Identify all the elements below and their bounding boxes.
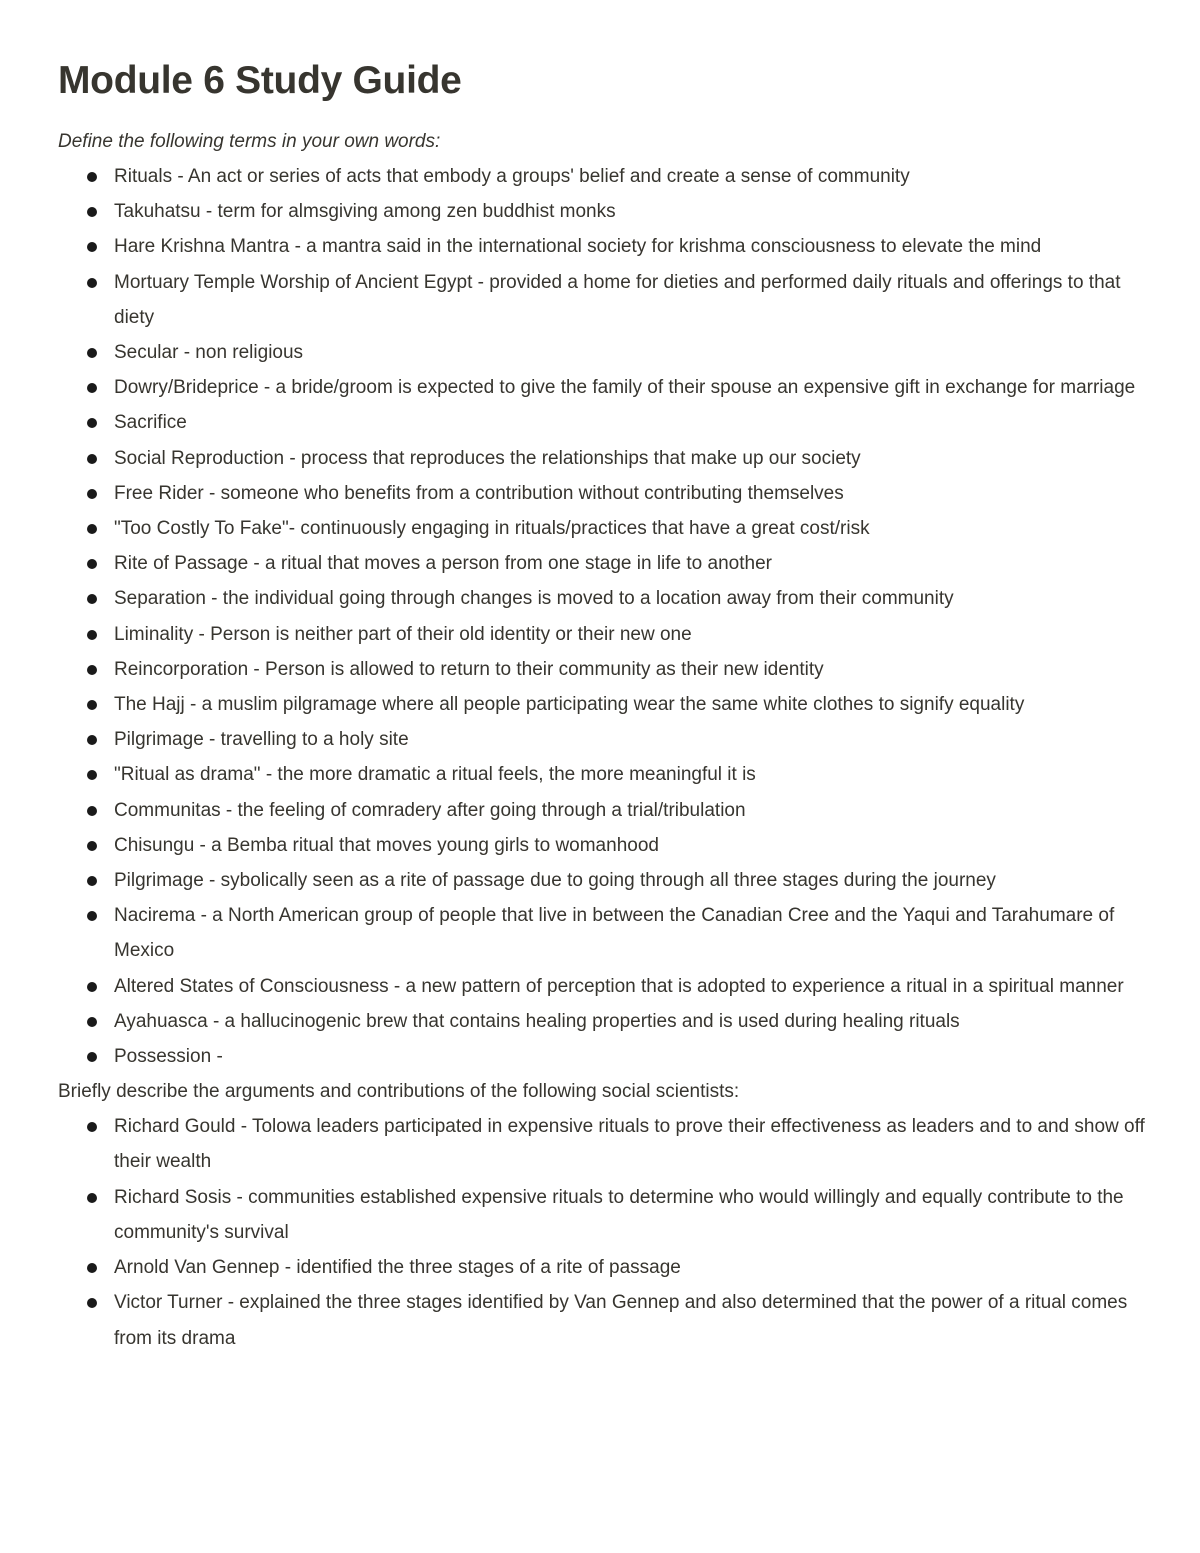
bullet-icon <box>87 876 97 886</box>
list-item-text: Possession - <box>114 1046 223 1068</box>
list-item <box>114 229 1148 264</box>
list-item <box>114 405 1148 440</box>
bullet-icon <box>87 770 97 780</box>
list-item <box>114 652 1148 687</box>
list-item-text: Secular - non religious <box>114 342 304 364</box>
list-item-text: Arnold Van Gennep - identified the three stages of a rite of passage <box>114 1257 681 1279</box>
list-item <box>114 511 1148 546</box>
terms-intro: Define the following terms in your own words: <box>58 131 441 152</box>
list-item-text: The Hajj - a muslim pilgramage where all people participating wear the same white clothes to signify equality <box>114 694 1025 716</box>
study-guide-page <box>58 56 1148 1356</box>
list-item-text: Pilgrimage - travelling to a holy site <box>114 729 409 751</box>
list-item-text: Reincorporation - Person is allowed to return to their community as their new identity <box>114 658 824 680</box>
list-item-text: Dowry/Brideprice - a bride/groom is expected to give the family of their spouse an expensive gift in exchange for marriage <box>114 377 1136 399</box>
list-item-text: "Ritual as drama" - the more dramatic a ritual feels, the more meaningful it is <box>114 764 756 786</box>
scientists-list <box>58 1109 1148 1355</box>
bullet-icon <box>87 841 97 851</box>
list-item <box>114 1250 1148 1285</box>
list-item <box>114 370 1148 405</box>
bullet-icon <box>87 278 97 288</box>
list-item <box>114 1039 1148 1074</box>
list-item <box>114 546 1148 581</box>
list-item-text: Rite of Passage - a ritual that moves a person from one stage in life to another <box>114 553 772 575</box>
bullet-icon <box>87 559 97 569</box>
list-item <box>114 1004 1148 1039</box>
list-item <box>114 476 1148 511</box>
list-item <box>114 335 1148 370</box>
list-item-text: Victor Turner - explained the three stages identified by Van Gennep and also determined that the power of a ritual comes from its drama <box>114 1292 1128 1349</box>
bullet-icon <box>87 242 97 252</box>
list-item <box>114 757 1148 792</box>
bullet-icon <box>87 1017 97 1027</box>
list-item <box>114 194 1148 229</box>
list-item-text: Social Reproduction - process that reproduces the relationships that make up our society <box>114 447 861 469</box>
list-item-text: Communitas - the feeling of comradery after going through a trial/tribulation <box>114 799 746 821</box>
bullet-icon <box>87 982 97 992</box>
bullet-icon <box>87 489 97 499</box>
list-item <box>114 265 1148 335</box>
bullet-icon <box>87 1193 97 1203</box>
bullet-icon <box>87 1052 97 1062</box>
bullet-icon <box>87 454 97 464</box>
list-item-text: Altered States of Consciousness - a new pattern of perception that is adopted to experience a ritual in a spiritual manner <box>114 975 1124 997</box>
list-item <box>114 828 1148 863</box>
list-item-text: Chisungu - a Bemba ritual that moves young girls to womanhood <box>114 834 659 856</box>
bullet-icon <box>87 630 97 640</box>
list-item <box>114 1109 1148 1179</box>
bullet-icon <box>87 207 97 217</box>
bullet-icon <box>87 806 97 816</box>
bullet-icon <box>87 1122 97 1132</box>
list-item <box>114 1285 1148 1355</box>
list-item-text: Takuhatsu - term for almsgiving among zen buddhist monks <box>114 201 616 223</box>
list-item <box>114 863 1148 898</box>
bullet-icon <box>87 700 97 710</box>
list-item <box>114 898 1148 968</box>
bullet-icon <box>87 665 97 675</box>
list-item-text: "Too Costly To Fake"- continuously engaging in rituals/practices that have a great cost/risk <box>114 518 870 540</box>
list-item <box>114 969 1148 1004</box>
list-item-text: Rituals - An act or series of acts that embody a groups' belief and create a sense of community <box>114 166 910 187</box>
list-item-text: Ayahuasca - a hallucinogenic brew that contains healing properties and is used during healing rituals <box>114 1010 960 1032</box>
bullet-icon <box>87 348 97 358</box>
terms-list <box>58 159 1148 1074</box>
list-item-text: Separation - the individual going through changes is moved to a location away from their community <box>114 588 954 610</box>
list-item-text: Free Rider - someone who benefits from a contribution without contributing themselves <box>114 482 844 504</box>
bullet-icon <box>87 1298 97 1308</box>
list-item <box>114 722 1148 757</box>
list-item <box>114 441 1148 476</box>
list-item-text: Richard Gould - Tolowa leaders participated in expensive rituals to prove their effectiveness as leaders and to and show off their wealth <box>114 1116 1145 1173</box>
list-item-text: Pilgrimage - sybolically seen as a rite of passage due to going through all three stages during the journey <box>114 870 996 892</box>
bullet-icon <box>87 172 97 182</box>
list-item <box>114 159 1148 194</box>
bullet-icon <box>87 383 97 393</box>
list-item <box>114 581 1148 616</box>
list-item <box>114 687 1148 722</box>
bullet-icon <box>87 911 97 921</box>
bullet-icon <box>87 735 97 745</box>
bullet-icon <box>87 524 97 534</box>
list-item-text: Liminality - Person is neither part of their old identity or their new one <box>114 623 692 645</box>
bullet-icon <box>87 418 97 428</box>
list-item-text: Nacirema - a North American group of people that live in between the Canadian Cree and the Yaqui and Tarahumare of Mexico <box>114 905 1115 962</box>
bullet-icon <box>87 1263 97 1273</box>
page-title: Module 6 Study Guide <box>58 59 462 102</box>
list-item <box>114 793 1148 828</box>
list-item <box>114 1180 1148 1250</box>
list-item-text: Sacrifice <box>114 412 187 434</box>
list-item-text: Richard Sosis - communities established expensive rituals to determine who would willingly and equally contribute to the community's survival <box>114 1186 1124 1243</box>
list-item-text: Mortuary Temple Worship of Ancient Egypt - provided a home for dieties and performed daily rituals and offerings to that diety <box>114 271 1121 328</box>
list-item-text: Hare Krishna Mantra - a mantra said in the international society for krishma consciousness to elevate the mind <box>114 236 1042 258</box>
bullet-icon <box>87 594 97 604</box>
scientists-intro: Briefly describe the arguments and contributions of the following social scientists: <box>58 1081 740 1103</box>
list-item <box>114 617 1148 652</box>
